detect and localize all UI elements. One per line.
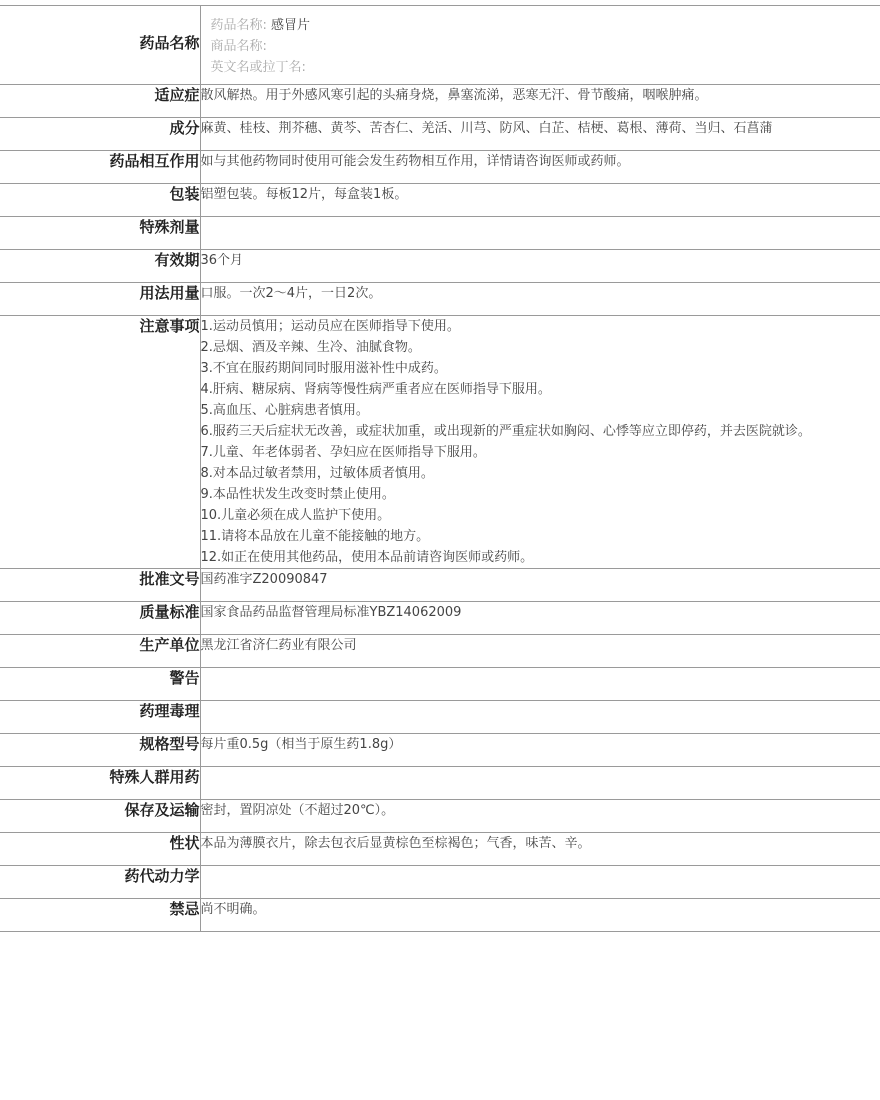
row-value [200, 668, 880, 701]
row-value [200, 767, 880, 800]
row-appearance [0, 833, 880, 866]
row-label: 警告 [0, 668, 200, 701]
generic-name-label: 药品名称: [210, 18, 267, 33]
generic-name-value: 感冒片 [271, 18, 311, 33]
list-item: 6.服药三天后症状无改善，或症状加重，或出现新的严重症状如胸闷、心悸等应立即停药，并去医院就诊。 [200, 424, 811, 439]
list-item: 8.对本品过敏者禁用，过敏体质者慎用。 [200, 466, 434, 481]
row-shelf-life [0, 250, 880, 283]
list-item: 7.儿童、年老体弱者、孕妇应在医师指导下服用。 [200, 445, 486, 460]
row-toxicology [0, 701, 880, 734]
english-name-label: 英文名或拉丁名: [210, 60, 306, 75]
trade-name-label: 商品名称: [210, 39, 267, 54]
row-contraindications [0, 899, 880, 932]
row-label: 成分 [0, 118, 200, 151]
row-precautions [0, 316, 880, 569]
precautions-list [200, 316, 880, 569]
row-label: 保存及运输 [0, 800, 200, 833]
row-specification [0, 734, 880, 767]
row-label: 用法用量 [0, 283, 200, 316]
list-item: 9.本品性状发生改变时禁止使用。 [200, 487, 395, 502]
english-name-line [211, 57, 880, 78]
list-item: 3.不宜在服药期间同时服用滋补性中成药。 [200, 361, 447, 376]
list-item: 10.儿童必须在成人监护下使用。 [200, 508, 391, 523]
row-value: 36个月 [200, 250, 880, 283]
row-value: 口服。一次2～4片，一日2次。 [200, 283, 880, 316]
row-approval-number [0, 569, 880, 602]
row-value: 国家食品药品监督管理局标准YBZ14062009 [200, 602, 880, 635]
row-label: 禁忌 [0, 899, 200, 932]
drug-name-cell [200, 6, 880, 85]
row-drug-name [0, 6, 880, 85]
row-value: 黑龙江省济仁药业有限公司 [200, 635, 880, 668]
row-pharmacokinetics [0, 866, 880, 899]
row-manufacturer [0, 635, 880, 668]
row-label: 适应症 [0, 85, 200, 118]
row-value: 本品为薄膜衣片，除去包衣后显黄棕色至棕褐色；气香，味苦、辛。 [200, 833, 880, 866]
row-value: 每片重0.5g（相当于原生药1.8g） [200, 734, 880, 767]
row-special-groups [0, 767, 880, 800]
row-label: 特殊剂量 [0, 217, 200, 250]
list-item: 11.请将本品放在儿童不能接触的地方。 [200, 529, 430, 544]
row-ingredients [0, 118, 880, 151]
row-label: 性状 [0, 833, 200, 866]
row-storage [0, 800, 880, 833]
drug-spec-table [0, 5, 880, 932]
list-item: 12.如正在使用其他药品，使用本品前请咨询医师或药师。 [200, 550, 534, 565]
row-label: 包装 [0, 184, 200, 217]
row-label: 药理毒理 [0, 701, 200, 734]
row-label: 注意事项 [0, 316, 200, 569]
row-warning [0, 668, 880, 701]
row-label: 药品名称 [0, 6, 200, 85]
row-value [200, 866, 880, 899]
list-item: 4.肝病、糖尿病、肾病等慢性病严重者应在医师指导下服用。 [200, 382, 551, 397]
list-item: 2.忌烟、酒及辛辣、生冷、油腻食物。 [200, 340, 421, 355]
row-value: 国药准字Z20090847 [200, 569, 880, 602]
row-value: 如与其他药物同时使用可能会发生药物相互作用，详情请咨询医师或药师。 [200, 151, 880, 184]
row-label: 特殊人群用药 [0, 767, 200, 800]
row-value [200, 701, 880, 734]
row-label: 有效期 [0, 250, 200, 283]
row-usage [0, 283, 880, 316]
row-label: 质量标准 [0, 602, 200, 635]
row-value: 麻黄、桂枝、荆芥穗、黄芩、苦杏仁、羌活、川芎、防风、白芷、桔梗、葛根、薄荷、当归、石菖蒲 [200, 118, 880, 151]
row-value: 铝塑包装。每板12片，每盒装1板。 [200, 184, 880, 217]
row-value: 散风解热。用于外感风寒引起的头痛身烧，鼻塞流涕，恶寒无汗、骨节酸痛，咽喉肿痛。 [200, 85, 880, 118]
row-interactions [0, 151, 880, 184]
row-label: 药代动力学 [0, 866, 200, 899]
trade-name-line [211, 36, 880, 57]
list-item: 5.高血压、心脏病患者慎用。 [200, 403, 369, 418]
row-packaging [0, 184, 880, 217]
row-value [200, 217, 880, 250]
row-label: 批准文号 [0, 569, 200, 602]
row-special-dosage [0, 217, 880, 250]
row-label: 药品相互作用 [0, 151, 200, 184]
row-label: 生产单位 [0, 635, 200, 668]
row-quality-standard [0, 602, 880, 635]
row-value: 尚不明确。 [200, 899, 880, 932]
row-value: 密封，置阴凉处（不超过20℃）。 [200, 800, 880, 833]
generic-name-line [211, 15, 880, 36]
list-item: 1.运动员慎用；运动员应在医师指导下使用。 [200, 319, 460, 334]
row-label: 规格型号 [0, 734, 200, 767]
row-indications [0, 85, 880, 118]
